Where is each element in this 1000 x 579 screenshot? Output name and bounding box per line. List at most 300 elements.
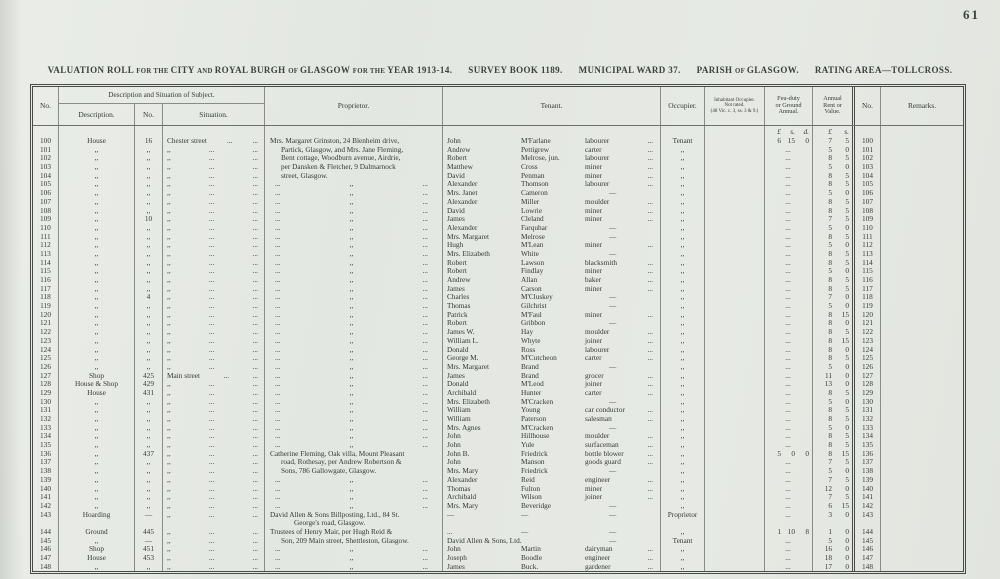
cell-description: ,, <box>59 354 135 363</box>
cell-tenant-surname: Paterson <box>521 414 547 423</box>
cell-occupation: — <box>583 363 661 372</box>
cell-tenant-surname: Manson <box>521 457 545 467</box>
cell-proprietor: ... ,, ... <box>265 380 443 389</box>
cell-situation: ,, ... ... <box>163 398 265 407</box>
cell-tenant-surname: Wilson <box>521 492 542 502</box>
cell-street-no: ,, <box>135 207 163 216</box>
cell-proprietor: ... ,, ... <box>265 346 443 355</box>
cell-tenant-surname: M'Lean <box>521 240 544 250</box>
cell-tenant-forename: James <box>447 283 465 293</box>
cell-inhabitant-occupier <box>705 224 765 233</box>
cell-description: ,, <box>59 154 135 163</box>
cell-feu-duty: ... <box>765 502 813 511</box>
cell-annual-rent: 5 0 <box>813 398 855 407</box>
cell-occupier: ,, <box>661 389 705 398</box>
title-segment: FOR THE <box>136 68 171 75</box>
cell-tenant-forename: David Allen & Sons, Ltd. <box>447 535 522 545</box>
cell-annual-rent: 5 0 <box>813 163 855 172</box>
title-segment: MUNICIPAL WARD 37. <box>578 65 681 75</box>
table-row <box>33 511 963 528</box>
cell-description: Shop <box>59 372 135 381</box>
cell-tenant-forename: James <box>447 561 465 571</box>
cell-no-right: 123 <box>855 337 881 346</box>
cell-feu-duty: ... <box>765 415 813 424</box>
cell-occupier: ,, <box>661 415 705 424</box>
cell-street-no: 451 <box>135 545 163 554</box>
cell-inhabitant-occupier <box>705 363 765 372</box>
cell-inhabitant-occupier <box>705 163 765 172</box>
cell-occupier: Tenant <box>661 537 705 546</box>
cell-no-right: 139 <box>855 476 881 485</box>
cell-no-right: 104 <box>855 172 881 181</box>
cell-tenant-forename: — <box>447 509 455 519</box>
cell-occupier: ,, <box>661 545 705 554</box>
cell-occupation: baker ... <box>583 276 661 285</box>
cell-situation: ,, ... ... <box>163 207 265 216</box>
header-no-right: No. <box>855 87 881 125</box>
cell-no-right: 103 <box>855 163 881 172</box>
cell-proprietor: ... ,, ... <box>265 502 443 511</box>
cell-description: ,, <box>59 259 135 268</box>
cell-description: ,, <box>59 441 135 450</box>
cell-no-right: 124 <box>855 346 881 355</box>
cell-remarks <box>881 250 963 259</box>
cell-street-no: ,, <box>135 302 163 311</box>
header-description-group <box>59 87 265 125</box>
cell-proprietor: ... ,, ... <box>265 285 443 294</box>
cell-tenant-forename: John <box>447 440 461 450</box>
cell-description: Shop <box>59 545 135 554</box>
table-row <box>33 432 963 441</box>
cell-situation: ,, ... ... <box>163 485 265 494</box>
cell-occupier: ,, <box>661 528 705 537</box>
title-segment: PARISH <box>696 65 736 75</box>
cell-annual-rent: 8 5 <box>813 441 855 450</box>
cell-description: ,, <box>59 241 135 250</box>
cell-feu-duty: ... <box>765 241 813 250</box>
page-number: 61 <box>963 7 980 22</box>
cell-tenant-surname: Carson <box>521 283 542 293</box>
cell-feu-duty: 6 15 0 <box>765 137 813 146</box>
cell-annual-rent: 8 5 <box>813 180 855 189</box>
cell-tenant-surname: Allan <box>521 275 538 284</box>
cell-inhabitant-occupier <box>705 180 765 189</box>
cell-no: 122 <box>33 328 59 337</box>
cell-no-right: 121 <box>855 319 881 328</box>
cell-feu-duty: ... <box>765 233 813 242</box>
cell-tenant-forename: Donald <box>447 379 469 389</box>
cell-annual-rent: 8 5 <box>813 415 855 424</box>
cell-inhabitant-occupier <box>705 389 765 398</box>
cell-no: 137 <box>33 458 59 467</box>
cell-occupation: — <box>583 224 661 233</box>
cell-feu-duty: ... <box>765 163 813 172</box>
cell-no: 117 <box>33 285 59 294</box>
cell-inhabitant-occupier <box>705 554 765 563</box>
cell-description: ,, <box>59 146 135 155</box>
cell-proprietor: Partick, Glasgow, and Mrs. Jane Fleming, <box>265 146 443 155</box>
cell-feu-duty: ... <box>765 328 813 337</box>
cell-tenant-surname: Gribbon <box>521 318 546 328</box>
spacer-cell <box>163 126 265 137</box>
table-header <box>33 87 963 126</box>
cell-description: ,, <box>59 328 135 337</box>
cell-description: ,, <box>59 485 135 494</box>
cell-occupier: ,, <box>661 346 705 355</box>
table-row <box>33 319 963 328</box>
table-row <box>33 302 963 311</box>
page-title <box>0 60 1000 78</box>
cell-proprietor: ... ,, ... <box>265 293 443 302</box>
cell-remarks <box>881 180 963 189</box>
cell-feu-duty: ... <box>765 511 813 528</box>
cell-description: ,, <box>59 406 135 415</box>
cell-no-right: 110 <box>855 224 881 233</box>
cell-no: 134 <box>33 432 59 441</box>
cell-tenant-surname: M'Faul <box>521 309 542 319</box>
cell-proprietor: ... ,, ... <box>265 224 443 233</box>
cell-remarks <box>881 163 963 172</box>
cell-description: ,, <box>59 267 135 276</box>
cell-feu-duty: ... <box>765 363 813 372</box>
cell-no-right: 111 <box>855 233 881 242</box>
cell-proprietor: ... ,, ... <box>265 398 443 407</box>
cell-proprietor: Mrs. Margaret Grinston, 24 Blenheim drive, <box>265 137 443 146</box>
cell-street-no: ,, <box>135 458 163 467</box>
title-segment: OF <box>288 68 300 75</box>
cell-no-right: 115 <box>855 267 881 276</box>
cell-proprietor: ... ,, ... <box>265 207 443 216</box>
cell-proprietor: ... ,, ... <box>265 241 443 250</box>
cell-annual-rent: 8 15 <box>813 450 855 459</box>
cell-no-right: 144 <box>855 528 881 537</box>
cell-occupier: ,, <box>661 406 705 415</box>
cell-occupation: engineer ... <box>583 554 661 563</box>
cell-tenant-forename: John <box>447 431 461 441</box>
cell-no: 133 <box>33 424 59 433</box>
cell-remarks <box>881 476 963 485</box>
cell-description: ,, <box>59 398 135 407</box>
cell-tenant-forename: Mrs. Margaret <box>447 361 490 371</box>
cell-tenant-forename: John <box>447 544 461 554</box>
cell-occupier: ,, <box>661 224 705 233</box>
cell-remarks <box>881 154 963 163</box>
cell-feu-duty: ... <box>765 389 813 398</box>
cell-no: 132 <box>33 415 59 424</box>
cell-inhabitant-occupier <box>705 250 765 259</box>
cell-occupation: labourer ... <box>583 346 661 355</box>
cell-no-right: 116 <box>855 276 881 285</box>
cell-inhabitant-occupier <box>705 146 765 155</box>
table-row <box>33 354 963 363</box>
cell-street-no: ,, <box>135 346 163 355</box>
header-desc-situation: Description and Situation of Subject. <box>59 87 264 104</box>
cell-tenant-surname: Fulton <box>521 483 541 493</box>
cell-description: ,, <box>59 415 135 424</box>
cell-tenant-forename: Mrs. Mary <box>447 500 479 510</box>
cell-annual-rent: 17 0 <box>813 563 855 572</box>
cell-tenant-forename: Andrew <box>447 275 471 284</box>
cell-no: 123 <box>33 337 59 346</box>
cell-inhabitant-occupier <box>705 406 765 415</box>
table-row <box>33 493 963 502</box>
table-row <box>33 502 963 511</box>
cell-occupation: miner ... <box>583 485 661 494</box>
cell-situation: ,, ... ... <box>163 276 265 285</box>
cell-situation: ,, ... ... <box>163 354 265 363</box>
cell-no: 138 <box>33 467 59 476</box>
cell-inhabitant-occupier <box>705 511 765 528</box>
cell-inhabitant-occupier <box>705 441 765 450</box>
cell-situation: ,, ... ... <box>163 224 265 233</box>
cell-street-no: ,, <box>135 311 163 320</box>
cell-inhabitant-occupier <box>705 432 765 441</box>
cell-proprietor: Sons, 786 Gallowgate, Glasgow. <box>265 467 443 476</box>
table-row <box>33 363 963 372</box>
cell-no-right: 137 <box>855 458 881 467</box>
cell-no: 116 <box>33 276 59 285</box>
cell-annual-rent: 8 5 <box>813 328 855 337</box>
cell-description: ,, <box>59 319 135 328</box>
cell-no: 129 <box>33 389 59 398</box>
cell-tenant-surname: Beveridge <box>521 500 551 510</box>
cell-annual-rent: 13 0 <box>813 380 855 389</box>
cell-no-right: 128 <box>855 380 881 389</box>
cell-inhabitant-occupier <box>705 415 765 424</box>
cell-feu-duty: ... <box>765 554 813 563</box>
cell-proprietor: ... ,, ... <box>265 328 443 337</box>
cell-feu-duty: ... <box>765 319 813 328</box>
table-row <box>33 241 963 250</box>
cell-description: ,, <box>59 215 135 224</box>
cell-street-no: ,, <box>135 415 163 424</box>
cell-inhabitant-occupier <box>705 493 765 502</box>
cell-occupier: ,, <box>661 554 705 563</box>
cell-proprietor: ... ,, ... <box>265 406 443 415</box>
cell-occupation: moulder ... <box>583 198 661 207</box>
cell-no-right: 132 <box>855 415 881 424</box>
cell-situation: ,, ... ... <box>163 450 265 459</box>
cell-annual-rent: 7 5 <box>813 215 855 224</box>
cell-street-no: 10 <box>135 215 163 224</box>
cell-remarks <box>881 493 963 502</box>
cell-street-no: ,, <box>135 319 163 328</box>
cell-street-no: ,, <box>135 267 163 276</box>
cell-remarks <box>881 528 963 537</box>
cell-no: 107 <box>33 198 59 207</box>
cell-description: Hoarding <box>59 511 135 528</box>
cell-occupier: ,, <box>661 172 705 181</box>
cell-occupier: ,, <box>661 293 705 302</box>
cell-situation: ,, ... ... <box>163 346 265 355</box>
cell-description: ,, <box>59 337 135 346</box>
cell-situation: ,, ... ... <box>163 163 265 172</box>
cell-remarks <box>881 441 963 450</box>
title-segment: ROYAL BURGH <box>214 65 289 75</box>
cell-situation: ,, ... ... <box>163 545 265 554</box>
cell-no-right: 145 <box>855 537 881 546</box>
cell-remarks <box>881 537 963 546</box>
cell-inhabitant-occupier <box>705 293 765 302</box>
cell-description: ,, <box>59 502 135 511</box>
cell-inhabitant-occupier <box>705 189 765 198</box>
cell-occupation: surfaceman ... <box>583 441 661 450</box>
cell-tenant-forename: David <box>447 170 465 180</box>
cell-tenant-surname: Lowrie <box>521 205 543 215</box>
cell-tenant-forename: Joseph <box>447 553 467 563</box>
cell-feu-duty: ... <box>765 189 813 198</box>
cell-no: 120 <box>33 311 59 320</box>
cell-annual-rent: 11 0 <box>813 372 855 381</box>
cell-remarks <box>881 319 963 328</box>
cell-feu-duty: ... <box>765 432 813 441</box>
cell-no: 115 <box>33 267 59 276</box>
cell-inhabitant-occupier <box>705 198 765 207</box>
cell-situation: ,, ... ... <box>163 285 265 294</box>
cell-proprietor: ... ,, ... <box>265 389 443 398</box>
table-row <box>33 224 963 233</box>
cell-occupation: — <box>583 319 661 328</box>
cell-tenant-surname: Hay <box>521 327 534 337</box>
spacer-cell <box>881 126 963 137</box>
cell-tenant-surname: Brand <box>521 370 539 380</box>
cell-proprietor: ... ,, ... <box>265 259 443 268</box>
cell-tenant-forename: William L. <box>447 335 479 345</box>
cell-tenant-forename: Mrs. Margaret <box>447 231 490 241</box>
cell-occupation: goods guard ... <box>583 458 661 467</box>
cell-no: 111 <box>33 233 59 242</box>
cell-tenant-surname: Ross <box>521 344 536 354</box>
cell-occupation: salesman ... <box>583 415 661 424</box>
cell-remarks <box>881 311 963 320</box>
cell-no: 108 <box>33 207 59 216</box>
cell-occupier: ,, <box>661 450 705 459</box>
cell-annual-rent: 8 5 <box>813 432 855 441</box>
cell-occupier: ,, <box>661 380 705 389</box>
cell-remarks <box>881 328 963 337</box>
cell-no-right: 100 <box>855 137 881 146</box>
cell-tenant-forename: Alexander <box>447 222 478 232</box>
cell-tenant-surname: Gilchrist <box>521 301 547 311</box>
cell-feu-duty: ... <box>765 563 813 572</box>
cell-no: 135 <box>33 441 59 450</box>
cell-remarks <box>881 545 963 554</box>
cell-remarks <box>881 241 963 250</box>
cell-street-no: ,, <box>135 163 163 172</box>
cell-no: 118 <box>33 293 59 302</box>
cell-no-right: 136 <box>855 450 881 459</box>
table-row <box>33 172 963 181</box>
cell-occupation: — <box>583 250 661 259</box>
cell-situation: ,, ... ... <box>163 154 265 163</box>
title-segment: RATING AREA—TOLLCROSS. <box>814 65 953 75</box>
cell-situation: ,, ... ... <box>163 189 265 198</box>
cell-occupier: ,, <box>661 363 705 372</box>
cell-inhabitant-occupier <box>705 276 765 285</box>
cell-feu-duty: ... <box>765 346 813 355</box>
cell-description: ,, <box>59 493 135 502</box>
cell-description: ,, <box>59 450 135 459</box>
cell-proprietor: street, Glasgow. <box>265 172 443 181</box>
cell-street-no: ,, <box>135 406 163 415</box>
cell-remarks <box>881 346 963 355</box>
cell-street-no: ,, <box>135 354 163 363</box>
table-row <box>33 198 963 207</box>
cell-occupation: joiner ... <box>583 380 661 389</box>
cell-feu-duty: ... <box>765 354 813 363</box>
spacer-cell <box>705 126 765 137</box>
cell-no-right: 105 <box>855 180 881 189</box>
cell-feu-duty: ... <box>765 154 813 163</box>
cell-tenant-forename: Robert <box>447 318 467 328</box>
cell-feu-duty: ... <box>765 337 813 346</box>
cell-occupation: blacksmith ... <box>583 259 661 268</box>
cell-occupation: miner ... <box>583 241 661 250</box>
cell-proprietor: ... ,, ... <box>265 432 443 441</box>
header-situation: Situation. <box>199 109 228 119</box>
cell-occupation: — <box>583 502 661 511</box>
cell-remarks <box>881 207 963 216</box>
cell-feu-duty: ... <box>765 215 813 224</box>
cell-no: 109 <box>33 215 59 224</box>
cell-situation: ,, ... ... <box>163 267 265 276</box>
cell-no: 127 <box>33 372 59 381</box>
cell-tenant-surname: M'Cracken <box>521 396 554 406</box>
cell-annual-rent: 8 5 <box>813 172 855 181</box>
cell-inhabitant-occupier <box>705 398 765 407</box>
cell-description: ,, <box>59 302 135 311</box>
cell-remarks <box>881 485 963 494</box>
cell-tenant-surname: — <box>521 509 529 519</box>
cell-occupier: ,, <box>661 285 705 294</box>
cell-tenant-forename: Thomas <box>447 301 471 311</box>
cell-tenant-surname: Buck. <box>521 561 539 571</box>
cell-inhabitant-occupier <box>705 380 765 389</box>
cell-situation: Chester street ... ... <box>163 137 265 146</box>
spacer-cell <box>583 126 661 137</box>
cell-feu-duty: ... <box>765 458 813 467</box>
cell-proprietor: road, Rothesay, per Andrew Robertson & <box>265 458 443 467</box>
cell-annual-rent: 8 5 <box>813 276 855 285</box>
cell-no-right: 147 <box>855 554 881 563</box>
cell-feu-duty: ... <box>765 467 813 476</box>
cell-street-no: ,, <box>135 502 163 511</box>
cell-no: 100 <box>33 137 59 146</box>
cell-no: 146 <box>33 545 59 554</box>
table-row <box>33 389 963 398</box>
table-row <box>33 293 963 302</box>
cell-annual-rent: 8 5 <box>813 198 855 207</box>
cell-proprietor: ... ,, ... <box>265 554 443 563</box>
cell-no: 130 <box>33 398 59 407</box>
cell-occupation: labourer ... <box>583 154 661 163</box>
cell-remarks <box>881 424 963 433</box>
cell-street-no: ,, <box>135 233 163 242</box>
spacer-cell <box>265 126 443 137</box>
cell-tenant-surname: Miller <box>521 196 540 206</box>
cell-occupier: ,, <box>661 354 705 363</box>
cell-feu-duty: ... <box>765 198 813 207</box>
cell-street-no: ,, <box>135 180 163 189</box>
cell-occupation: — <box>583 189 661 198</box>
title-segment <box>563 65 579 75</box>
cell-inhabitant-occupier <box>705 372 765 381</box>
cell-occupier: ,, <box>661 432 705 441</box>
cell-feu-duty: ... <box>765 311 813 320</box>
cell-remarks <box>881 267 963 276</box>
cell-proprietor: ... ,, ... <box>265 476 443 485</box>
cell-inhabitant-occupier <box>705 502 765 511</box>
